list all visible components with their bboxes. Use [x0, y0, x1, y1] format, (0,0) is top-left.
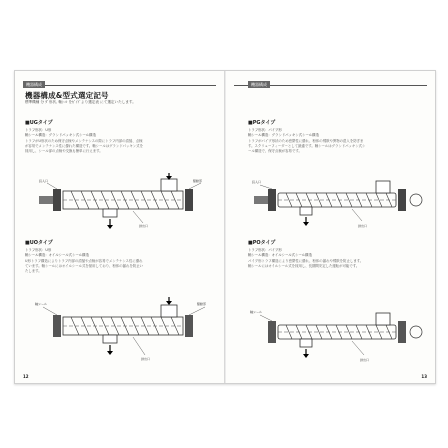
pg-type-diagram	[240, 175, 430, 231]
intro-text: 標準機種 分 ﾀﾞ形状, 軸ｼｰﾙ をｶﾞｲﾄﾞより選定表 にて選定いたします。	[25, 100, 136, 104]
pg-type-heading: ■PGタイプ	[248, 120, 276, 126]
po-description: パイプ形トラフ構造により密閉性に優れ、粉体の漏れや飛散を防止します。軸シールにはオイルシール式を採用し、長期間安定した運転が可能です。	[248, 259, 364, 269]
diagram-label-outlet-pg: 排出口	[358, 224, 368, 228]
right-page	[226, 71, 435, 383]
diagram-label-inlet-pg: 投入口	[252, 180, 262, 184]
diagram-label-outlet-po: 排出口	[360, 358, 370, 362]
po-trough-shape: トラフ形状：パイプ形	[248, 248, 282, 252]
header-rule	[23, 85, 216, 86]
ug-seal-structure: 軸シール構造：グランドパッキン式シール構造	[25, 133, 96, 137]
diagram-label-outlet: 排出口	[139, 224, 149, 228]
uo-trough-shape: トラフ形状：U形	[25, 248, 52, 252]
diagram-label-outlet-2: 排出口	[141, 357, 151, 361]
ug-trough-shape: トラフ形状：U形	[25, 128, 52, 132]
uo-seal-structure: 軸シール構造：オイルシール式シール構造	[25, 253, 89, 257]
pg-trough-shape: トラフ形状：パイプ形	[248, 128, 282, 132]
page-title: 機器構成&型式選定記号	[25, 91, 109, 100]
open-brochure	[14, 70, 436, 384]
uo-type-heading: ■UOタイプ	[25, 240, 53, 246]
page-number-right: 13	[421, 374, 427, 379]
po-type-diagram	[240, 303, 430, 365]
po-seal-structure: 軸シール構造：オイルシール式シール構造	[248, 253, 312, 257]
uo-type-diagram	[23, 293, 218, 365]
left-header-tab: 機器構成	[23, 81, 45, 88]
diagram-label-seal-po: 軸シール	[250, 310, 262, 314]
ug-type-heading: ■UGタイプ	[25, 120, 53, 126]
right-header-tab: 機器構成	[248, 81, 270, 88]
ug-type-diagram	[23, 171, 218, 233]
pg-seal-structure: 軸シール構造：グランドパッキン式シール構造	[248, 133, 319, 137]
po-type-heading: ■POタイプ	[248, 240, 276, 246]
diagram-label-drive-2: 駆動部	[197, 302, 207, 306]
diagram-label-inlet: 投入口	[39, 179, 49, 183]
uo-description: U形トラフ構造によりトラフ内部の清掃や点検が容易でメンテナンス性に優れています。軸シールにはオイルシール式を採用しており、粉体の漏れを防止いたします。	[25, 259, 144, 274]
left-page	[15, 71, 224, 383]
pg-description: トラフがパイプ形状のため密閉性に優れ、粉体の飛散や異物の混入を防ぎます。スクリューフィーダーとして最適です。軸シールはグランドパッキン式シール構造で、保守点検が容易です。	[248, 139, 366, 154]
ug-description: トラフがU形状のため保守点検やメンテナンスの際にトラフ内部の清掃、点検が容易でメンテナンス性に優れた構造です。軸シールはグランドパッキン式を採用し、シール部の点検や交換も簡単に行えます。	[25, 139, 143, 154]
diagram-label-drive: 駆動部	[193, 179, 203, 183]
diagram-label-seal: 軸シール	[35, 302, 47, 306]
page-number-left: 12	[23, 374, 29, 379]
